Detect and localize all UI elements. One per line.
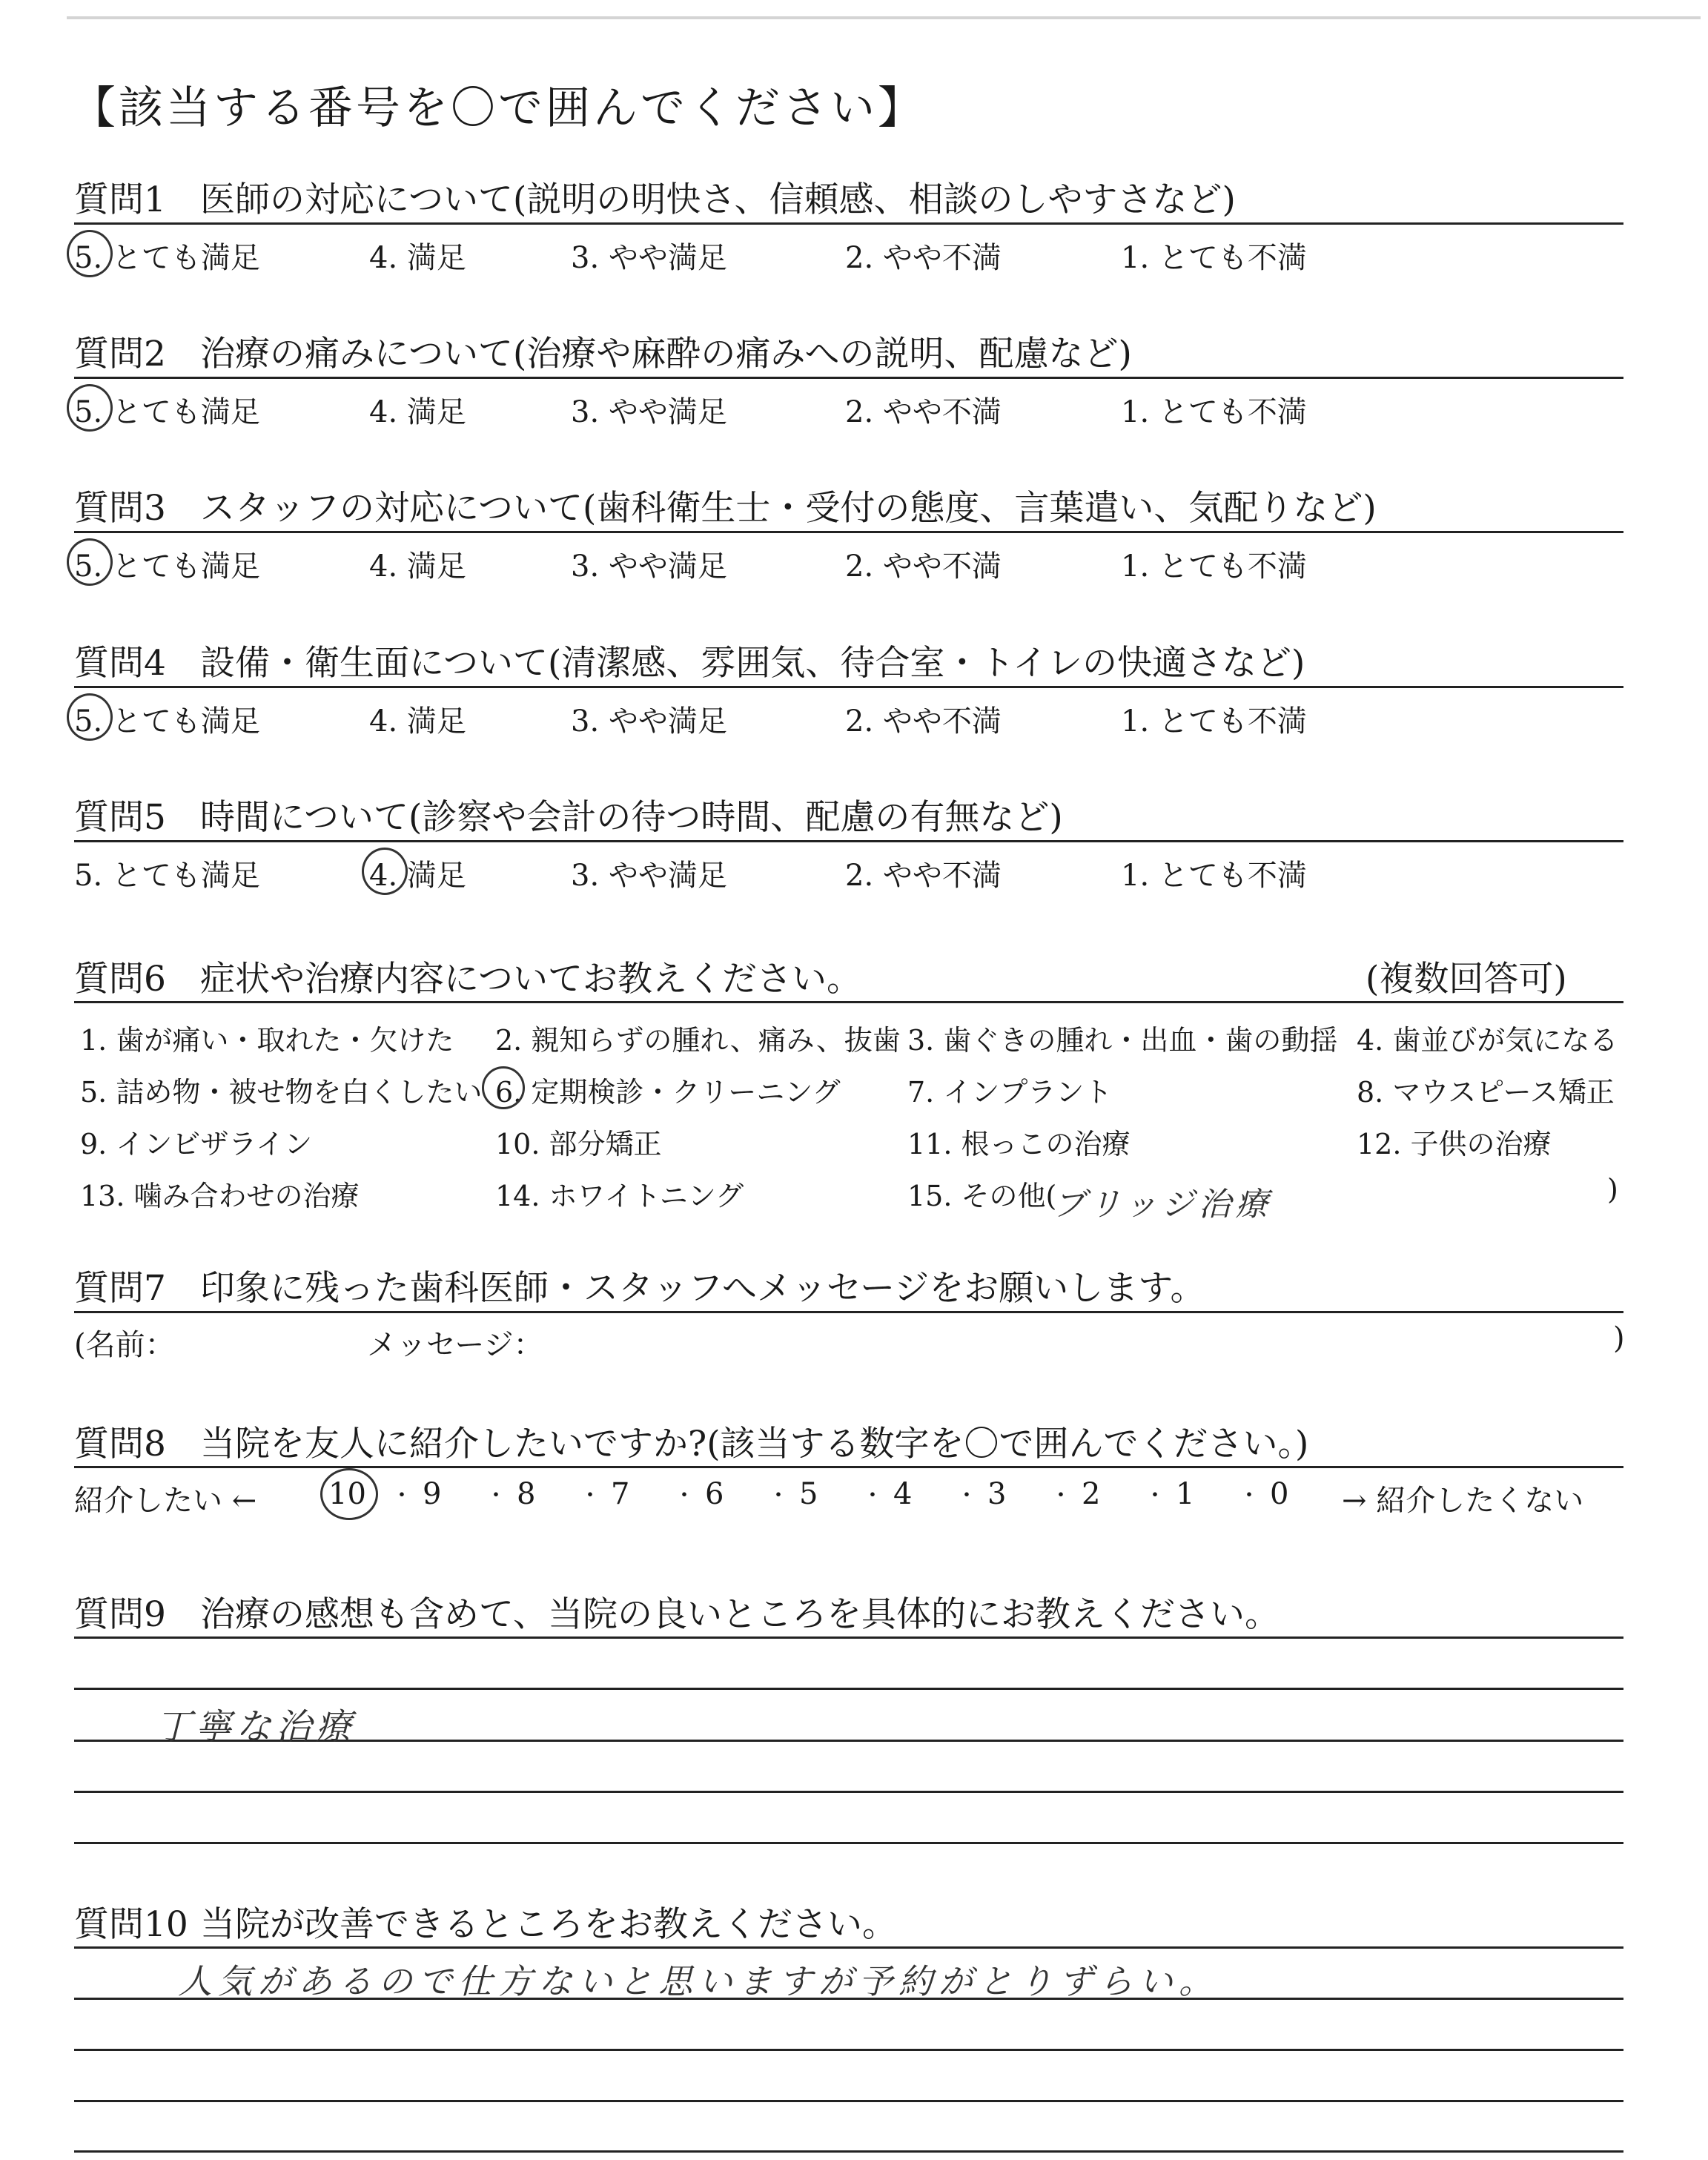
q9-writing-line	[74, 1688, 1623, 1690]
selection-circle	[67, 230, 113, 277]
q2-title	[74, 326, 1132, 376]
rating-option[interactable]: 5. とても満足	[74, 241, 260, 275]
q2-rule	[74, 377, 1623, 379]
symptom-option[interactable]: 2. 親知らずの腫れ、痛み、抜歯	[495, 1024, 901, 1057]
question-number: 質問7	[74, 1268, 166, 1309]
rating-option[interactable]: 5. とても満足	[74, 549, 260, 584]
scale-value[interactable]: 10	[328, 1477, 366, 1511]
q5-title	[74, 790, 1063, 839]
q10-writing-line	[74, 1946, 1623, 1949]
scale-separator: ・	[391, 1483, 413, 1509]
symptom-option[interactable]: 10. 部分矯正	[495, 1128, 662, 1160]
rating-option[interactable]: 2. やや不満	[845, 704, 1002, 739]
symptom-option[interactable]: 9. インビザライン	[80, 1128, 313, 1160]
q9-handwritten-answer: 丁寧な治療	[156, 1706, 357, 1748]
symptom-option[interactable]: 11. 根っこの治療	[907, 1128, 1131, 1160]
symptom-option[interactable]: 6. 定期検診・クリーニング	[495, 1076, 841, 1109]
rating-option[interactable]: 2. やや不満	[845, 859, 1002, 893]
question-text: 医師の対応について(説明の明快さ、信頼感、相談のしやすさなど)	[200, 179, 1236, 220]
question-text: 設備・衛生面について(清潔感、雰囲気、待合室・トイレの快適さなど)	[200, 643, 1305, 684]
scale-value[interactable]: 2	[1082, 1477, 1101, 1511]
question-number: 質問1	[74, 179, 166, 220]
rating-option[interactable]: 5. とても満足	[74, 395, 260, 429]
q9-writing-line	[74, 1636, 1623, 1639]
question-number: 質問8	[74, 1424, 166, 1464]
rating-option[interactable]: 1. とても不満	[1121, 549, 1307, 584]
q9-writing-line	[74, 1791, 1623, 1793]
page-heading: 【該当する番号を〇で囲んでください】	[71, 82, 925, 134]
scale-value[interactable]: 1	[1176, 1477, 1195, 1511]
scale-value[interactable]: 9	[423, 1477, 442, 1511]
symptom-option[interactable]: 15. その他(	[907, 1180, 1057, 1212]
q6-selection-circle	[482, 1066, 525, 1109]
rating-option[interactable]: 5. とても満足	[74, 859, 260, 893]
scale-separator: ・	[861, 1483, 884, 1509]
rating-option[interactable]: 4. 満足	[369, 549, 466, 584]
rating-option[interactable]: 3. やや満足	[571, 241, 727, 275]
question-number: 質問6	[74, 959, 166, 1000]
q10-handwritten-answer: 人気があるので仕方ないと思いますが予約がとりずらい。	[178, 1961, 1219, 2001]
q1-rule	[74, 222, 1623, 225]
other-close-paren: )	[1607, 1173, 1618, 1206]
q3-rule	[74, 531, 1623, 533]
question-text: 治療の感想も含めて、当院の良いところを具体的にお教えください。	[200, 1594, 1280, 1635]
scale-separator: ・	[579, 1483, 601, 1509]
question-text: 治療の痛みについて(治療や麻酔の痛みへの説明、配慮など)	[200, 334, 1132, 374]
q7-rule	[74, 1311, 1623, 1313]
q9-title	[74, 1587, 1280, 1636]
scale-separator: ・	[1050, 1483, 1072, 1509]
question-number: 質問4	[74, 643, 166, 684]
symptom-option[interactable]: 5. 詰め物・被せ物を白くしたい	[80, 1076, 483, 1109]
rating-option[interactable]: 4. 満足	[369, 859, 466, 893]
rating-option[interactable]: 2. やや不満	[845, 241, 1002, 275]
rating-option[interactable]: 3. やや満足	[571, 395, 727, 429]
rating-option[interactable]: 1. とても不満	[1121, 241, 1307, 275]
symptom-option[interactable]: 7. インプラント	[907, 1076, 1113, 1109]
scale-separator: ・	[673, 1483, 695, 1509]
selection-circle	[67, 384, 113, 432]
rating-option[interactable]: 3. やや満足	[571, 704, 727, 739]
scale-separator: ・	[485, 1483, 507, 1509]
scale-value[interactable]: 4	[893, 1477, 913, 1511]
rating-option[interactable]: 2. やや不満	[845, 395, 1002, 429]
multiple-answers-note: (複数回答可)	[1366, 959, 1567, 1000]
rating-option[interactable]: 1. とても不満	[1121, 395, 1307, 429]
question-number: 質問2	[74, 334, 166, 374]
q3-title	[74, 480, 1377, 530]
rating-option[interactable]: 4. 満足	[369, 704, 466, 739]
recommend-right-label: → 紹介したくない	[1342, 1484, 1584, 1518]
rating-option[interactable]: 5. とても満足	[74, 704, 260, 739]
question-number: 質問3	[74, 488, 166, 529]
rating-option[interactable]: 3. やや満足	[571, 859, 727, 893]
selection-circle	[67, 538, 113, 586]
question-text: スタッフの対応について(歯科衛生士・受付の態度、言葉遣い、気配りなど)	[200, 488, 1377, 529]
q10-writing-line	[74, 2049, 1623, 2051]
message-label: メッセージ：	[367, 1328, 543, 1362]
scale-separator: ・	[956, 1483, 978, 1509]
name-label: (名前：	[74, 1328, 175, 1362]
symptom-option[interactable]: 8. マウスピース矯正	[1357, 1076, 1615, 1109]
rating-option[interactable]: 2. やや不満	[845, 549, 1002, 584]
question-text: 当院を友人に紹介したいですか?(該当する数字を〇で囲んでください。)	[200, 1424, 1309, 1464]
question-number: 質問5	[74, 797, 166, 838]
q9-writing-line	[74, 1842, 1623, 1844]
rating-option[interactable]: 4. 満足	[369, 241, 466, 275]
recommend-left-label: 紹介したい ←	[74, 1484, 257, 1518]
rating-option[interactable]: 4. 満足	[369, 395, 466, 429]
message-close-paren: )	[1613, 1321, 1625, 1355]
q10-title	[74, 1897, 897, 1946]
scale-value[interactable]: 5	[799, 1477, 818, 1511]
q7-title	[74, 1261, 1205, 1310]
q5-rule	[74, 840, 1623, 842]
scale-separator: ・	[1144, 1483, 1166, 1509]
q10-writing-line	[74, 2100, 1623, 2102]
symptom-option[interactable]: 14. ホワイトニング	[495, 1180, 744, 1212]
q10-writing-line	[74, 2150, 1623, 2153]
symptom-option[interactable]: 13. 噛み合わせの治療	[80, 1180, 360, 1212]
question-text: 症状や治療内容についてお教えください。	[200, 959, 862, 1000]
q8-selection-circle	[320, 1468, 378, 1520]
selection-circle	[67, 693, 113, 741]
scale-separator: ・	[767, 1483, 790, 1509]
question-text: 時間について(診察や会計の待つ時間、配慮の有無など)	[200, 797, 1063, 838]
scale-value[interactable]: 6	[705, 1477, 724, 1511]
scale-separator: ・	[1238, 1483, 1260, 1509]
q6-title	[74, 951, 861, 1001]
q4-title	[74, 635, 1305, 685]
q8-rule	[74, 1466, 1623, 1468]
question-text: 当院が改善できるところをお教えください。	[200, 1904, 897, 1945]
symptom-option[interactable]: 4. 歯並びが気になる	[1357, 1024, 1618, 1057]
q1-title	[74, 172, 1236, 222]
symptom-option[interactable]: 1. 歯が痛い・取れた・欠けた	[80, 1024, 454, 1057]
question-number: 質問10	[74, 1904, 188, 1945]
rating-option[interactable]: 1. とても不満	[1121, 859, 1307, 893]
q6-rule	[74, 1001, 1623, 1003]
rating-option[interactable]: 3. やや満足	[571, 549, 727, 584]
q8-title	[74, 1416, 1308, 1466]
question-number: 質問9	[74, 1594, 166, 1635]
scale-value[interactable]: 3	[987, 1477, 1007, 1511]
scale-value[interactable]: 8	[517, 1477, 536, 1511]
selection-circle	[362, 848, 408, 895]
symptom-option[interactable]: 12. 子供の治療	[1357, 1128, 1552, 1160]
rating-option[interactable]: 1. とても不満	[1121, 704, 1307, 739]
scale-value[interactable]: 0	[1270, 1477, 1289, 1511]
other-handwritten-answer: ブリッジ治療	[1053, 1186, 1273, 1223]
scale-value[interactable]: 7	[611, 1477, 630, 1511]
scan-top-edge	[67, 16, 1701, 19]
symptom-option[interactable]: 3. 歯ぐきの腫れ・出血・歯の動揺	[907, 1024, 1338, 1057]
q4-rule	[74, 686, 1623, 688]
question-text: 印象に残った歯科医師・スタッフへメッセージをお願いします。	[200, 1268, 1205, 1309]
